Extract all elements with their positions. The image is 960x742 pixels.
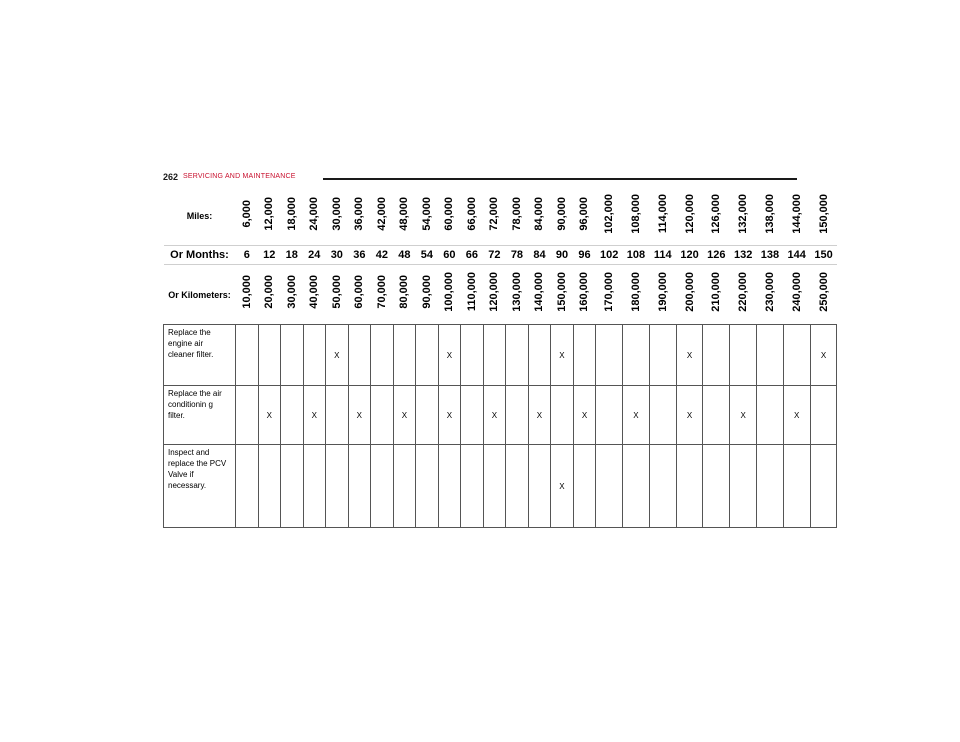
service-mark-cell [703,386,730,445]
section-title: SERVICING AND MAINTENANCE [183,173,296,180]
kilometers-value [438,265,461,325]
service-mark-cell: X [676,325,703,386]
service-item-label: Replace the air conditionin g filter. [164,386,236,445]
kilometers-value [506,265,529,325]
miles-value [810,187,837,246]
kilometers-value [783,265,810,325]
miles-value-text: 150,000 [817,193,830,234]
service-mark-cell [551,386,574,445]
months-value: 18 [281,246,304,265]
service-item-label: Replace the engine air cleaner filter. [164,325,236,386]
miles-value-text: 90,000 [555,196,568,231]
kilometers-value [623,265,650,325]
service-mark-cell [649,386,676,445]
service-mark-cell [703,445,730,528]
miles-value-text: 126,000 [710,193,723,234]
service-mark-cell: X [810,325,837,386]
miles-value [461,187,484,246]
service-mark-cell: X [438,325,461,386]
months-value: 66 [461,246,484,265]
months-value: 72 [483,246,506,265]
months-value: 120 [676,246,703,265]
kilometers-value-text: 230,000 [763,272,776,312]
service-mark-cell [303,325,326,386]
kilometers-value-text: 100,000 [443,272,456,312]
kilometers-value [371,265,394,325]
kilometers-value-text: 10,000 [240,275,253,309]
miles-value-text: 48,000 [398,196,411,231]
miles-value [757,187,784,246]
service-mark-cell [810,386,837,445]
kilometers-value-text: 170,000 [603,272,616,312]
kilometers-value-text: 210,000 [710,272,723,312]
miles-value [483,187,506,246]
service-mark-cell [676,445,703,528]
service-mark-cell [703,325,730,386]
kilometers-value [483,265,506,325]
service-mark-cell [461,386,484,445]
header-rule [323,178,797,180]
service-mark-cell [258,325,281,386]
miles-value [730,187,757,246]
service-mark-cell [730,325,757,386]
miles-value [303,187,326,246]
miles-value [258,187,281,246]
kilometers-value-text: 160,000 [578,272,591,312]
service-mark-cell [438,445,461,528]
kilometers-value [416,265,439,325]
months-value: 48 [393,246,416,265]
miles-value [348,187,371,246]
kilometers-header-row [164,265,837,325]
service-mark-cell [461,325,484,386]
service-mark-cell [281,445,304,528]
kilometers-value [676,265,703,325]
kilometers-value-text: 200,000 [683,272,696,312]
service-mark-cell [506,386,529,445]
miles-value [236,187,259,246]
kilometers-value [573,265,596,325]
kilometers-value-text: 80,000 [398,275,411,309]
service-mark-cell [416,325,439,386]
miles-value [596,187,623,246]
months-value: 54 [416,246,439,265]
service-mark-cell [461,445,484,528]
miles-value-text: 24,000 [308,196,321,231]
kilometers-value [393,265,416,325]
service-mark-cell [810,445,837,528]
service-item-row [164,386,837,445]
service-mark-cell [236,325,259,386]
months-header-row [164,246,837,265]
service-mark-cell [757,325,784,386]
kilometers-value [461,265,484,325]
miles-label: Miles: [186,211,213,221]
service-mark-cell [281,386,304,445]
kilometers-value [236,265,259,325]
service-mark-cell [393,445,416,528]
miles-value-text: 132,000 [737,193,750,234]
miles-value-text: 54,000 [420,196,433,231]
months-label: Or Months: [164,246,236,265]
service-mark-cell [506,325,529,386]
miles-value-text: 12,000 [263,196,276,231]
service-mark-cell: X [393,386,416,445]
kilometers-value-text: 130,000 [510,272,523,312]
miles-header-row [164,187,837,246]
miles-value [573,187,596,246]
service-mark-cell: X [676,386,703,445]
service-mark-cell [326,445,349,528]
months-value: 42 [371,246,394,265]
kilometers-value [649,265,676,325]
miles-value [676,187,703,246]
miles-value-text: 60,000 [443,196,456,231]
kilometers-value [528,265,551,325]
service-mark-cell: X [551,325,574,386]
service-mark-cell: X [551,445,574,528]
kilometers-value-text: 250,000 [817,272,830,312]
service-mark-cell [258,445,281,528]
months-value: 102 [596,246,623,265]
kilometers-value-text: 110,000 [465,272,478,312]
service-mark-cell [371,386,394,445]
service-mark-cell: X [326,325,349,386]
service-mark-cell [757,386,784,445]
service-mark-cell: X [783,386,810,445]
service-mark-cell [573,445,596,528]
kilometers-value [703,265,730,325]
kilometers-value-text: 220,000 [737,272,750,312]
miles-value-text: 96,000 [578,196,591,231]
kilometers-value-text: 140,000 [533,272,546,312]
kilometers-value-text: 180,000 [629,272,642,312]
service-mark-cell [393,325,416,386]
months-value: 12 [258,246,281,265]
months-value: 96 [573,246,596,265]
kilometers-value-text: 40,000 [308,275,321,309]
service-mark-cell [303,445,326,528]
service-mark-cell [623,445,650,528]
service-mark-cell [281,325,304,386]
months-value: 108 [623,246,650,265]
miles-value-text: 120,000 [683,193,696,234]
kilometers-value [551,265,574,325]
months-value: 132 [730,246,757,265]
miles-value [551,187,574,246]
service-mark-cell [483,445,506,528]
months-value: 36 [348,246,371,265]
miles-value [371,187,394,246]
miles-value-text: 42,000 [375,196,388,231]
miles-value [783,187,810,246]
kilometers-value-text: 60,000 [353,275,366,309]
service-mark-cell [416,445,439,528]
service-mark-cell: X [258,386,281,445]
service-mark-cell [236,445,259,528]
service-mark-cell [623,325,650,386]
kilometers-value-text: 90,000 [420,275,433,309]
service-mark-cell [757,445,784,528]
months-value: 144 [783,246,810,265]
kilometers-value [281,265,304,325]
miles-value [416,187,439,246]
kilometers-value [730,265,757,325]
miles-value [281,187,304,246]
miles-value [528,187,551,246]
kilometers-value-text: 50,000 [330,275,343,309]
service-mark-cell [573,325,596,386]
miles-value-text: 36,000 [353,196,366,231]
service-mark-cell [236,386,259,445]
service-mark-cell [596,445,623,528]
kilometers-value [326,265,349,325]
service-mark-cell: X [730,386,757,445]
months-value: 30 [326,246,349,265]
miles-value-text: 108,000 [629,193,642,234]
page-number: 262 [163,172,179,182]
miles-value [623,187,650,246]
kilometers-label: Or Kilometers: [168,289,231,300]
service-mark-cell [416,386,439,445]
months-value: 114 [649,246,676,265]
service-mark-cell [528,445,551,528]
kilometers-value-text: 240,000 [790,272,803,312]
miles-value [326,187,349,246]
service-mark-cell [326,386,349,445]
service-mark-cell [371,445,394,528]
service-item-row [164,445,837,528]
service-mark-cell [783,445,810,528]
kilometers-value [303,265,326,325]
service-mark-cell: X [573,386,596,445]
months-value: 6 [236,246,259,265]
miles-value [506,187,529,246]
service-mark-cell: X [623,386,650,445]
months-value: 78 [506,246,529,265]
service-mark-cell [649,445,676,528]
kilometers-value-text: 150,000 [555,272,568,312]
miles-value-text: 138,000 [763,193,776,234]
service-mark-cell [371,325,394,386]
service-mark-cell [483,325,506,386]
miles-value-text: 66,000 [465,196,478,231]
miles-value-text: 18,000 [285,196,298,231]
service-mark-cell: X [303,386,326,445]
service-mark-cell [783,325,810,386]
service-mark-cell [596,386,623,445]
service-mark-cell [649,325,676,386]
miles-value-text: 6,000 [240,199,253,228]
kilometers-value-text: 20,000 [263,275,276,309]
service-mark-cell [506,445,529,528]
miles-value-text: 102,000 [603,193,616,234]
miles-value [649,187,676,246]
months-value: 126 [703,246,730,265]
service-item-label: Inspect and replace the PCV Valve if necessary. [164,445,236,528]
kilometers-value-text: 30,000 [285,275,298,309]
miles-value-text: 78,000 [510,196,523,231]
months-value: 24 [303,246,326,265]
service-item-row [164,325,837,386]
months-value: 90 [551,246,574,265]
kilometers-value [757,265,784,325]
service-mark-cell: X [348,386,371,445]
miles-value-text: 114,000 [656,193,669,234]
miles-value-text: 72,000 [488,196,501,231]
miles-value [393,187,416,246]
miles-value-text: 144,000 [790,193,803,234]
kilometers-value [348,265,371,325]
months-value: 150 [810,246,837,265]
maintenance-schedule-table [163,187,837,528]
months-value: 138 [757,246,784,265]
service-mark-cell: X [438,386,461,445]
miles-value-text: 30,000 [330,196,343,231]
miles-value [438,187,461,246]
service-mark-cell [528,325,551,386]
kilometers-value-text: 190,000 [656,272,669,312]
service-mark-cell [596,325,623,386]
kilometers-value [810,265,837,325]
kilometers-value-text: 120,000 [488,272,501,312]
kilometers-value-text: 70,000 [375,275,388,309]
kilometers-value [596,265,623,325]
service-mark-cell: X [528,386,551,445]
service-mark-cell [730,445,757,528]
miles-value [703,187,730,246]
service-mark-cell [348,445,371,528]
kilometers-value [258,265,281,325]
page-header [163,172,797,184]
miles-value-text: 84,000 [533,196,546,231]
service-mark-cell [348,325,371,386]
service-mark-cell: X [483,386,506,445]
months-value: 84 [528,246,551,265]
months-value: 60 [438,246,461,265]
